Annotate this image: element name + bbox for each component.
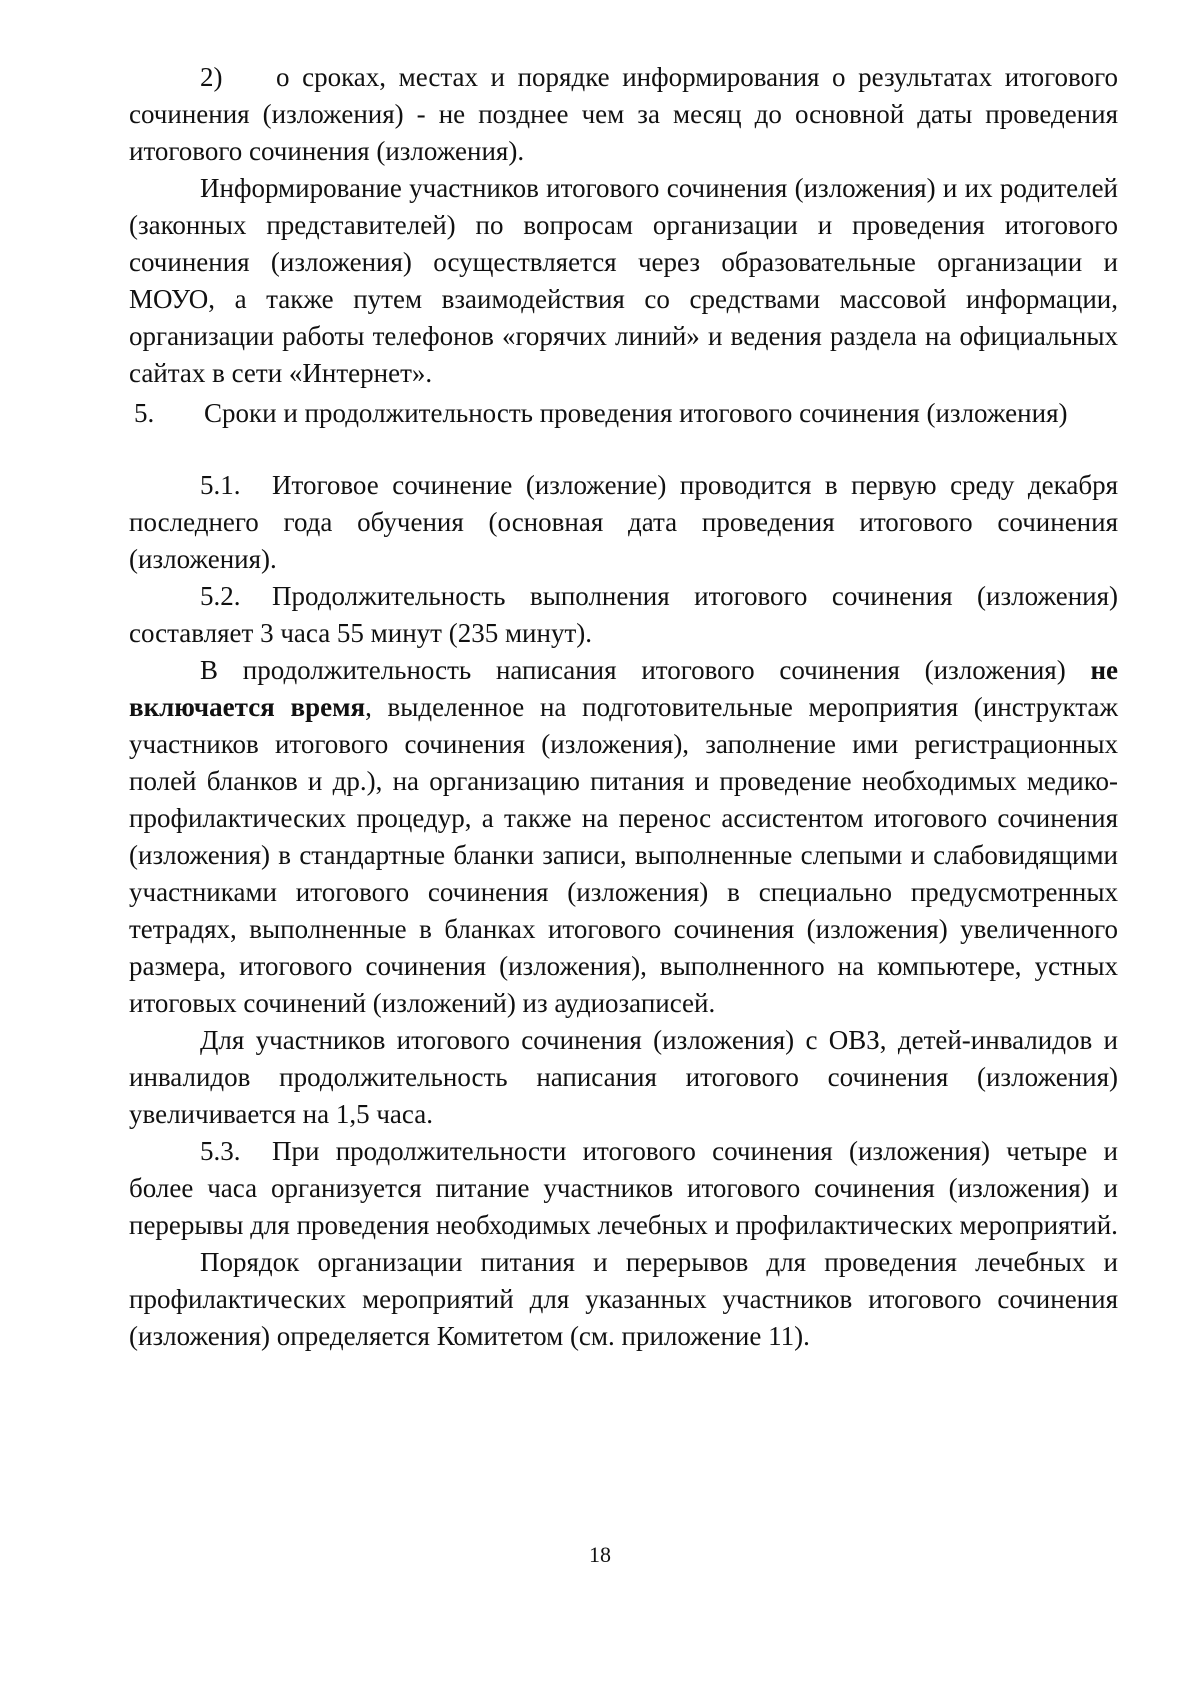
paragraph-ovz: Для участников итогового сочинения (изложения) с ОВЗ, детей-инвалидов и инвалидов продолжительность написания итогового сочинения (изложения) увеличивается на 1,5 часа. xyxy=(129,1025,1118,1129)
clause-number: 5.1. xyxy=(200,470,241,500)
body-text-section-5 xyxy=(129,467,1118,1355)
section-number: 5. xyxy=(134,398,155,428)
clause-number: 5.3. xyxy=(200,1136,241,1166)
clause-number: 5.2. xyxy=(200,581,241,611)
paragraph-lead: В продолжительность написания итогового сочинения (изложения) xyxy=(200,655,1066,685)
body-text-upper xyxy=(129,59,1118,392)
section-heading-5 xyxy=(134,395,1124,432)
section-title: Сроки и продолжительность проведения итогового сочинения (изложения) xyxy=(204,398,1068,428)
clause-text: Продолжительность выполнения итогового сочинения (изложения) составляет 3 часа 55 минут (235 минут). xyxy=(129,581,1118,648)
paragraph-order: Порядок организации питания и перерывов для проведения лечебных и профилактических мероприятий для указанных участников итогового сочинения (изложения) определяется Комитетом (см. приложение 11). xyxy=(129,1247,1118,1351)
clause-text: При продолжительности итогового сочинения (изложения) четыре и более часа организуется питание участников итогового сочинения (изложения) и перерывы для проведения необходимых лечебных и профилактических мероприятий. xyxy=(129,1136,1118,1240)
list-item-number: 2) xyxy=(200,62,223,92)
paragraph-duration-exclusions xyxy=(129,652,1118,1022)
list-item-text: о сроках, местах и порядке информирования о результатах итогового сочинения (изложения) - не позднее чем за месяц до основной даты проведения итогового сочинения (изложения). xyxy=(129,62,1118,166)
page-number: 18 xyxy=(589,1542,611,1567)
paragraph-rest: , выделенное на подготовительные мероприятия (инструктаж участников итогового сочинения (изложения), заполнение ими регистрационных полей бланков и др.), на организацию питания и проведение необходимых медико-профилактических процедур, а также на перенос ассистентом итогового сочинения (изложения) в стандартные бланки записи, выполненные слепыми и слабовидящими участниками итогового сочинения (изложения) в специально предусмотренных тетрадях, выполненные в бланках итогового сочинения (изложения) увеличенного размера, итогового сочинения (изложения), выполненного на компьютере, устных итоговых сочинений (изложений) из аудиозаписей. xyxy=(129,692,1118,1018)
clause-text: Итоговое сочинение (изложение) проводится в первую среду декабря последнего года обучения (основная дата проведения итогового сочинения (изложения). xyxy=(129,470,1118,574)
paragraph-5-1 xyxy=(129,467,1118,578)
paragraph-5-2 xyxy=(129,578,1118,652)
paragraph-5-3 xyxy=(129,1133,1118,1244)
paragraph-informing: Информирование участников итогового сочинения (изложения) и их родителей (законных представителей) по вопросам организации и проведения итогового сочинения (изложения) осуществляется через образовательные организации и МОУО, а также путем взаимодействия со средствами массовой информации, организации работы телефонов «горячих линий» и ведения раздела на официальных сайтах в сети «Интернет». xyxy=(129,173,1118,388)
list-item-2 xyxy=(129,59,1118,170)
bold-emphasis: не включается время xyxy=(129,655,1119,722)
